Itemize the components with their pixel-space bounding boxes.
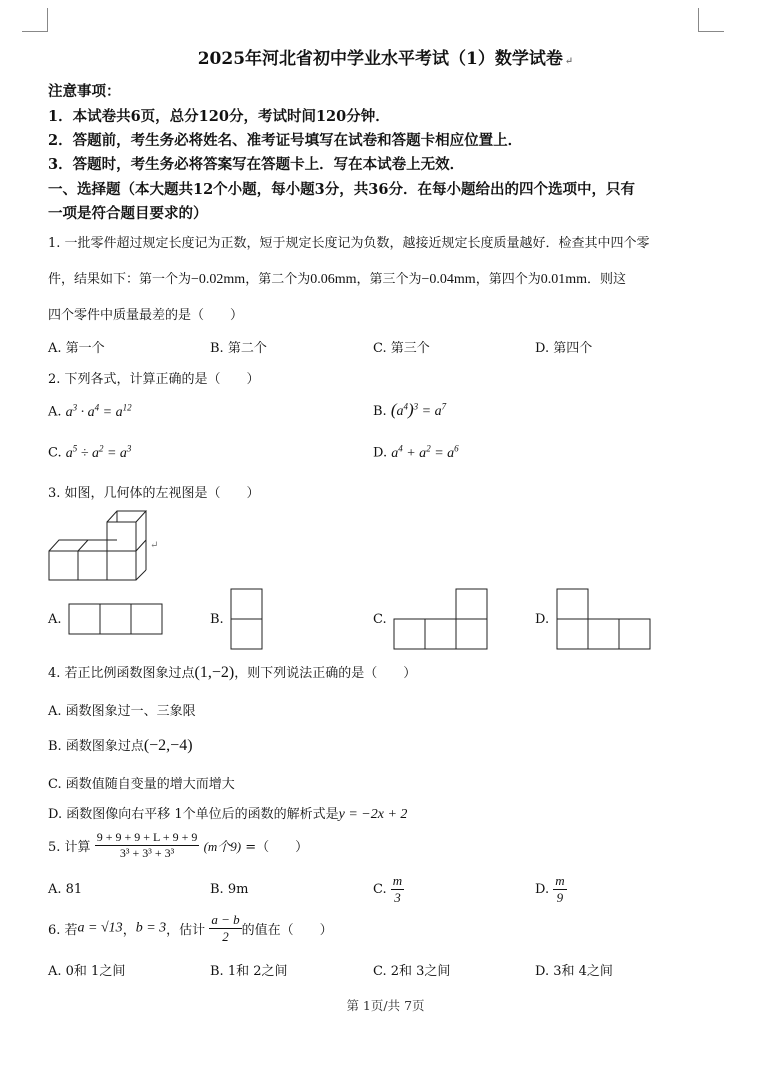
q4-option-a: A. 函数图象过一、三象限	[48, 704, 196, 719]
q1-option-d: D. 第四个	[535, 341, 593, 356]
q4-option-b: B. 函数图象过点(−2,−4)	[48, 737, 193, 754]
q1-option-c: C. 第三个	[373, 341, 430, 356]
q5-option-b: B. 9m	[210, 882, 249, 897]
q4-option-b-point: (−2,−4)	[143, 737, 193, 754]
page-footer: 第 1页/共 7页	[346, 998, 425, 1013]
q3-stem: 3. 如图，几何体的左视图是（ ）	[48, 486, 260, 501]
q3-option-d-label: D.	[535, 612, 550, 627]
q1-value-4: 0.01mm	[540, 272, 587, 287]
q2-option-d: D. $a^4 + a^2 = a^6$	[373, 443, 459, 461]
q4-option-d: D. 函数图像向右平移 1个单位后的函数的解析式是y = −2x + 2	[48, 807, 408, 822]
q6-stem: 6. 若a = √13，b = 3，估计 $\frac{a - b}{2}$ 的值在（ ）	[48, 912, 333, 944]
notice-item-2: 2．答题前，考生务必将姓名、准考证号填写在试卷和答题卡相应位置上．	[48, 132, 523, 149]
q2-option-a: A. $a^3 \cdot a^4 = a^{12}$	[48, 402, 132, 420]
q3-option-b-label: B.	[210, 612, 224, 627]
q6-fraction: $\frac{a - b}{2}$	[211, 912, 240, 944]
notice-item-1: 1．本试卷共6页，总分120分，考试时间120分钟．	[48, 108, 390, 125]
q1-option-b: B. 第二个	[210, 341, 267, 356]
q6-option-a: A. 0和 1之间	[48, 964, 126, 979]
q2-stem: 2. 下列各式，计算正确的是（ ）	[48, 372, 260, 387]
q1-stem-line3: 四个零件中质量最差的是（ ）	[48, 308, 244, 323]
q3-paragraph-mark: ↵	[150, 540, 159, 551]
exam-title: 2025年河北省初中学业水平考试（1）数学试卷 ↵	[197, 49, 574, 69]
q4-point: (1,−2)	[194, 664, 235, 681]
q5-condition: (m个9)	[203, 839, 242, 854]
q1-value-1: −0.02mm	[191, 272, 246, 287]
q5-option-c: C. $\frac{m}{3}$	[373, 873, 403, 905]
q6-expression-b: b = 3	[135, 920, 167, 936]
q4-option-d-expression: y = −2x + 2	[338, 807, 408, 822]
q1-option-a: A. 第一个	[48, 341, 105, 356]
q1-stem-line1: 1. 一批零件超过规定长度记为正数，短于规定长度记为负数，越接近规定长度质量越好．检查其中四个零	[48, 236, 650, 251]
notice-heading: 注意事项：	[48, 83, 121, 100]
q2-option-c: C. $a^5 \div a^2 = a^3$	[48, 443, 132, 461]
notice-item-3: 3．答题时，考生务必将答案写在答题卡上．写在本试卷上无效．	[48, 156, 465, 173]
q6-option-b: B. 1和 2之间	[210, 964, 288, 979]
q6-option-c: C. 2和 3之间	[373, 964, 451, 979]
q5-stem: 5. 计算 $\frac{9 + 9 + 9 + L + 9 + 9}{\text{3³ + 3³ + 3³}}$ (m个9) =（ ）	[48, 830, 309, 860]
q1-stem-line2: 件，结果如下：第一个为−0.02mm，第二个为0.06mm，第三个为−0.04mm，第四个为0.01mm．则这	[48, 272, 627, 287]
section-heading-line2: 一项是符合题目要求的）	[48, 205, 208, 222]
q4-stem: 4. 若正比例函数图象过点(1,−2)，则下列说法正确的是（ ）	[48, 664, 417, 681]
q4-option-c: C. 函数值随自变量的增大而增大	[48, 777, 235, 792]
q3-option-c-label: C.	[373, 612, 387, 627]
q5-fraction: $\frac{9 + 9 + 9 + L + 9 + 9}{\text{3³ + 3³ + 3³}}$	[96, 830, 198, 860]
q6-expression-a: a = √13	[77, 920, 123, 936]
q5-option-d: D. $\frac{m}{9}$	[535, 873, 565, 905]
q3-option-a-label: A.	[48, 612, 62, 627]
section-heading-line1: 一、选择题（本大题共12个小题，每小题3分，共36分．在每小题给出的四个选项中，只有	[48, 181, 635, 198]
q6-option-d: D. 3和 4之间	[535, 964, 613, 979]
q1-value-3: −0.04mm	[421, 272, 476, 287]
q2-option-b: B. $(a^4)^3 = a^7$	[373, 400, 447, 419]
q5-option-a: A. 81	[48, 882, 83, 897]
q1-value-2: 0.06mm	[310, 272, 357, 287]
